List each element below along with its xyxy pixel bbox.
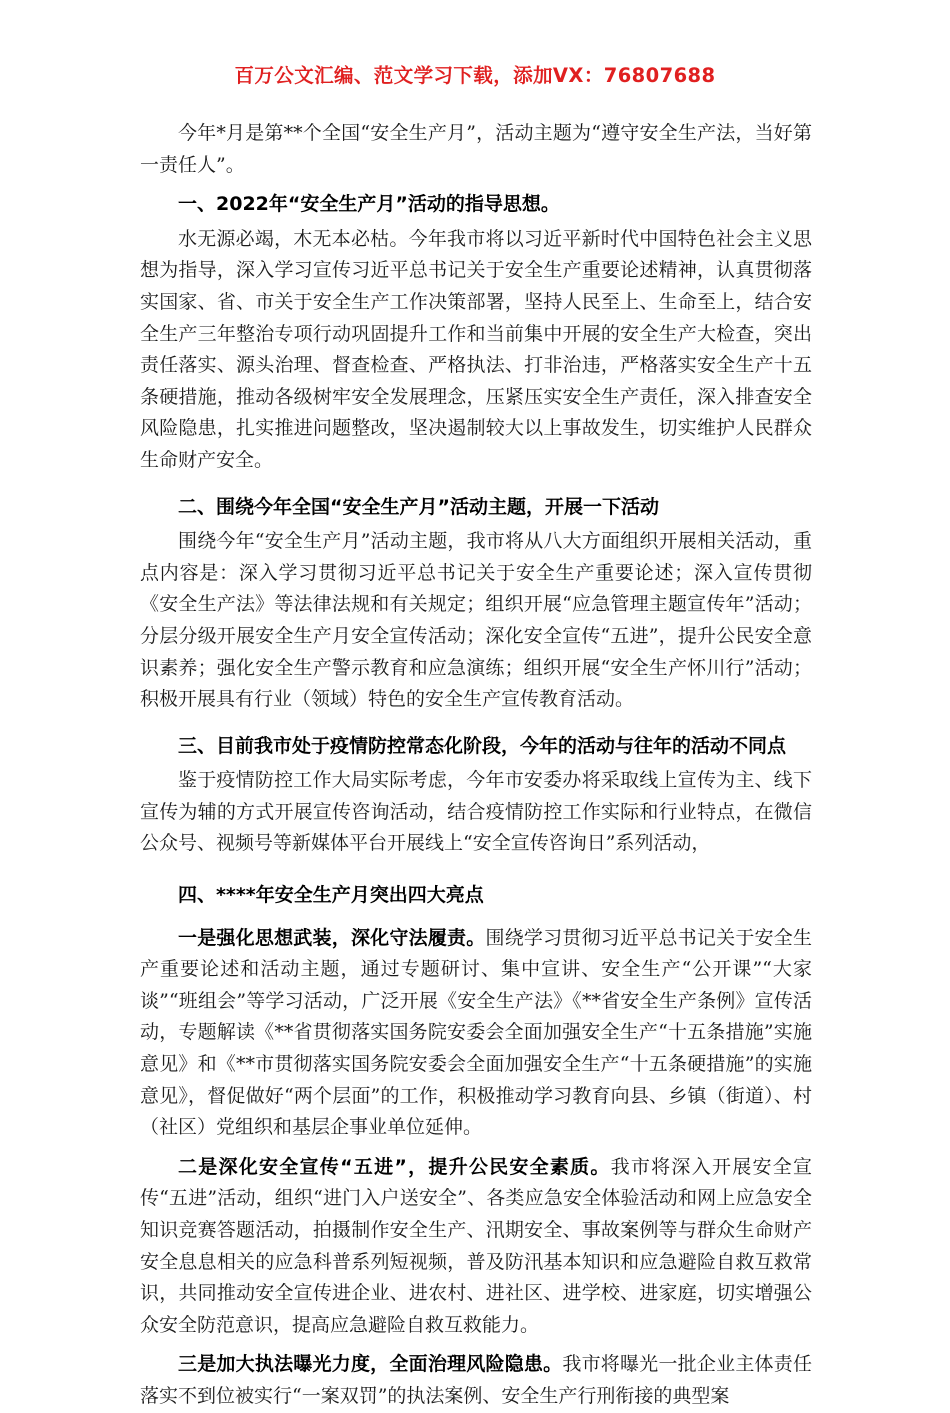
section-heading-1: 一、2022年“安全生产月”活动的指导思想。 <box>178 193 560 216</box>
highlight-paragraph-2 <box>140 1144 812 1342</box>
highlight-3-text: 我市将曝光一批企业主体责任落实不到位被实行“一案双罚”的执法案例、安全生产行刑衔接的典型案 <box>140 1353 812 1407</box>
spacer <box>140 862 812 874</box>
section-paragraph-2: 围绕今年“安全生产月”活动主题，我市将从八大方面组织开展相关活动，重点内容是：深入学习贯彻习近平总书记关于安全生产重要论述；深入宣传贯彻《安全生产法》等法律法规和有关规定；组织开展“应急管理主题宣传年”活动；分层分级开展安全生产月安全宣传活动；深化安全宣传“五进”，提升公民安全意识素养；强化安全生产警示教育和应急演练；组织开展“安全生产怀川行”活动；积极开展具有行业（领域）特色的安全生产宣传教育活动。 <box>140 530 812 711</box>
section-paragraph-3: 鉴于疫情防控工作大局实际考虑，今年市安委办将采取线上宣传为主、线下宣传为辅的方式开展宣传咨询活动，结合疫情防控工作实际和行业特点，在微信公众号、视频号等新媒体平台开展线上“安全宣传咨询日”系列活动， <box>140 769 812 855</box>
document-body <box>140 118 812 1413</box>
highlight-2-lead: 二是深化安全宣传“五进”，提升公民安全素质。 <box>178 1155 611 1178</box>
section-heading-4: 四、****年安全生产月突出四大亮点 <box>178 884 484 907</box>
highlight-3-lead: 三是加大执法曝光力度，全面治理风险隐患。 <box>178 1353 563 1376</box>
highlight-paragraph-1 <box>140 915 812 1144</box>
section-heading-2: 二、围绕今年全国“安全生产月”活动主题，开展一下活动 <box>178 495 659 518</box>
highlight-1-text: 围绕学习贯彻习近平总书记关于安全生产重要论述和活动主题，通过专题研讨、集中宣讲、安全生产“公开课”“大家谈”“班组会”等学习活动，广泛开展《安全生产法》《**省安全生产条例》宣传活动，专题解读《**省贯彻落实国务院安委会全面加强安全生产“十五条措施”实施意见》和《**市贯彻落实国务院安委会全面加强安全生产“十五条硬措施”的实施意见》，督促做好“两个层面”的工作，积极推动学习教育向县、乡镇（街道）、村（社区）党组织和基层企事业单位延伸。 <box>140 926 812 1139</box>
spacer <box>140 718 812 725</box>
highlight-1-lead: 一是强化思想武装，深化守法履责。 <box>178 926 486 949</box>
watermark-banner <box>0 60 950 88</box>
highlight-paragraph-3 <box>140 1341 812 1412</box>
highlight-2-text: 我市将深入开展安全宣传“五进”活动，组织“进门入户送安全”、各类应急安全体验活动和网上应急安全知识竞赛答题活动，拍摄制作安全生产、汛期安全、事故案例等与群众生命财产安全息息相关的应急科普系列短视频，普及防汛基本知识和应急避险自救互救常识，共同推动安全宣传进企业、进农村、进社区、进学校、进家庭，切实增强公众安全防范意识，提高应急避险自救互救能力。 <box>140 1155 812 1336</box>
section-paragraph-1: 水无源必竭，木无本必枯。今年我市将以习近平新时代中国特色社会主义思想为指导，深入学习宣传习近平总书记关于安全生产重要论述精神，认真贯彻落实国家、省、市关于安全生产工作决策部署，坚持人民至上、生命至上，结合安全生产三年整治专项行动巩固提升工作和当前集中开展的安全生产大检查，突出责任落实、源头治理、督查检查、严格执法、打非治违，严格落实安全生产十五条硬措施，推动各级树牢安全发展理念，压紧压实安全生产责任，深入排查安全风险隐患，扎实推进问题整改，坚决遏制较大以上事故发生，切实维护人民群众生命财产安全。 <box>140 227 812 471</box>
watermark-text: 百万公文汇编、范文学习下载，添加VX：76807688 <box>234 64 716 87</box>
spacer <box>140 479 812 486</box>
section-heading-3: 三、目前我市处于疫情防控常态化阶段，今年的活动与往年的活动不同点 <box>178 734 787 757</box>
intro-paragraph: 今年*月是第**个全国“安全生产月”，活动主题为“遵守安全生产法，当好第一责任人”。 <box>140 122 812 176</box>
